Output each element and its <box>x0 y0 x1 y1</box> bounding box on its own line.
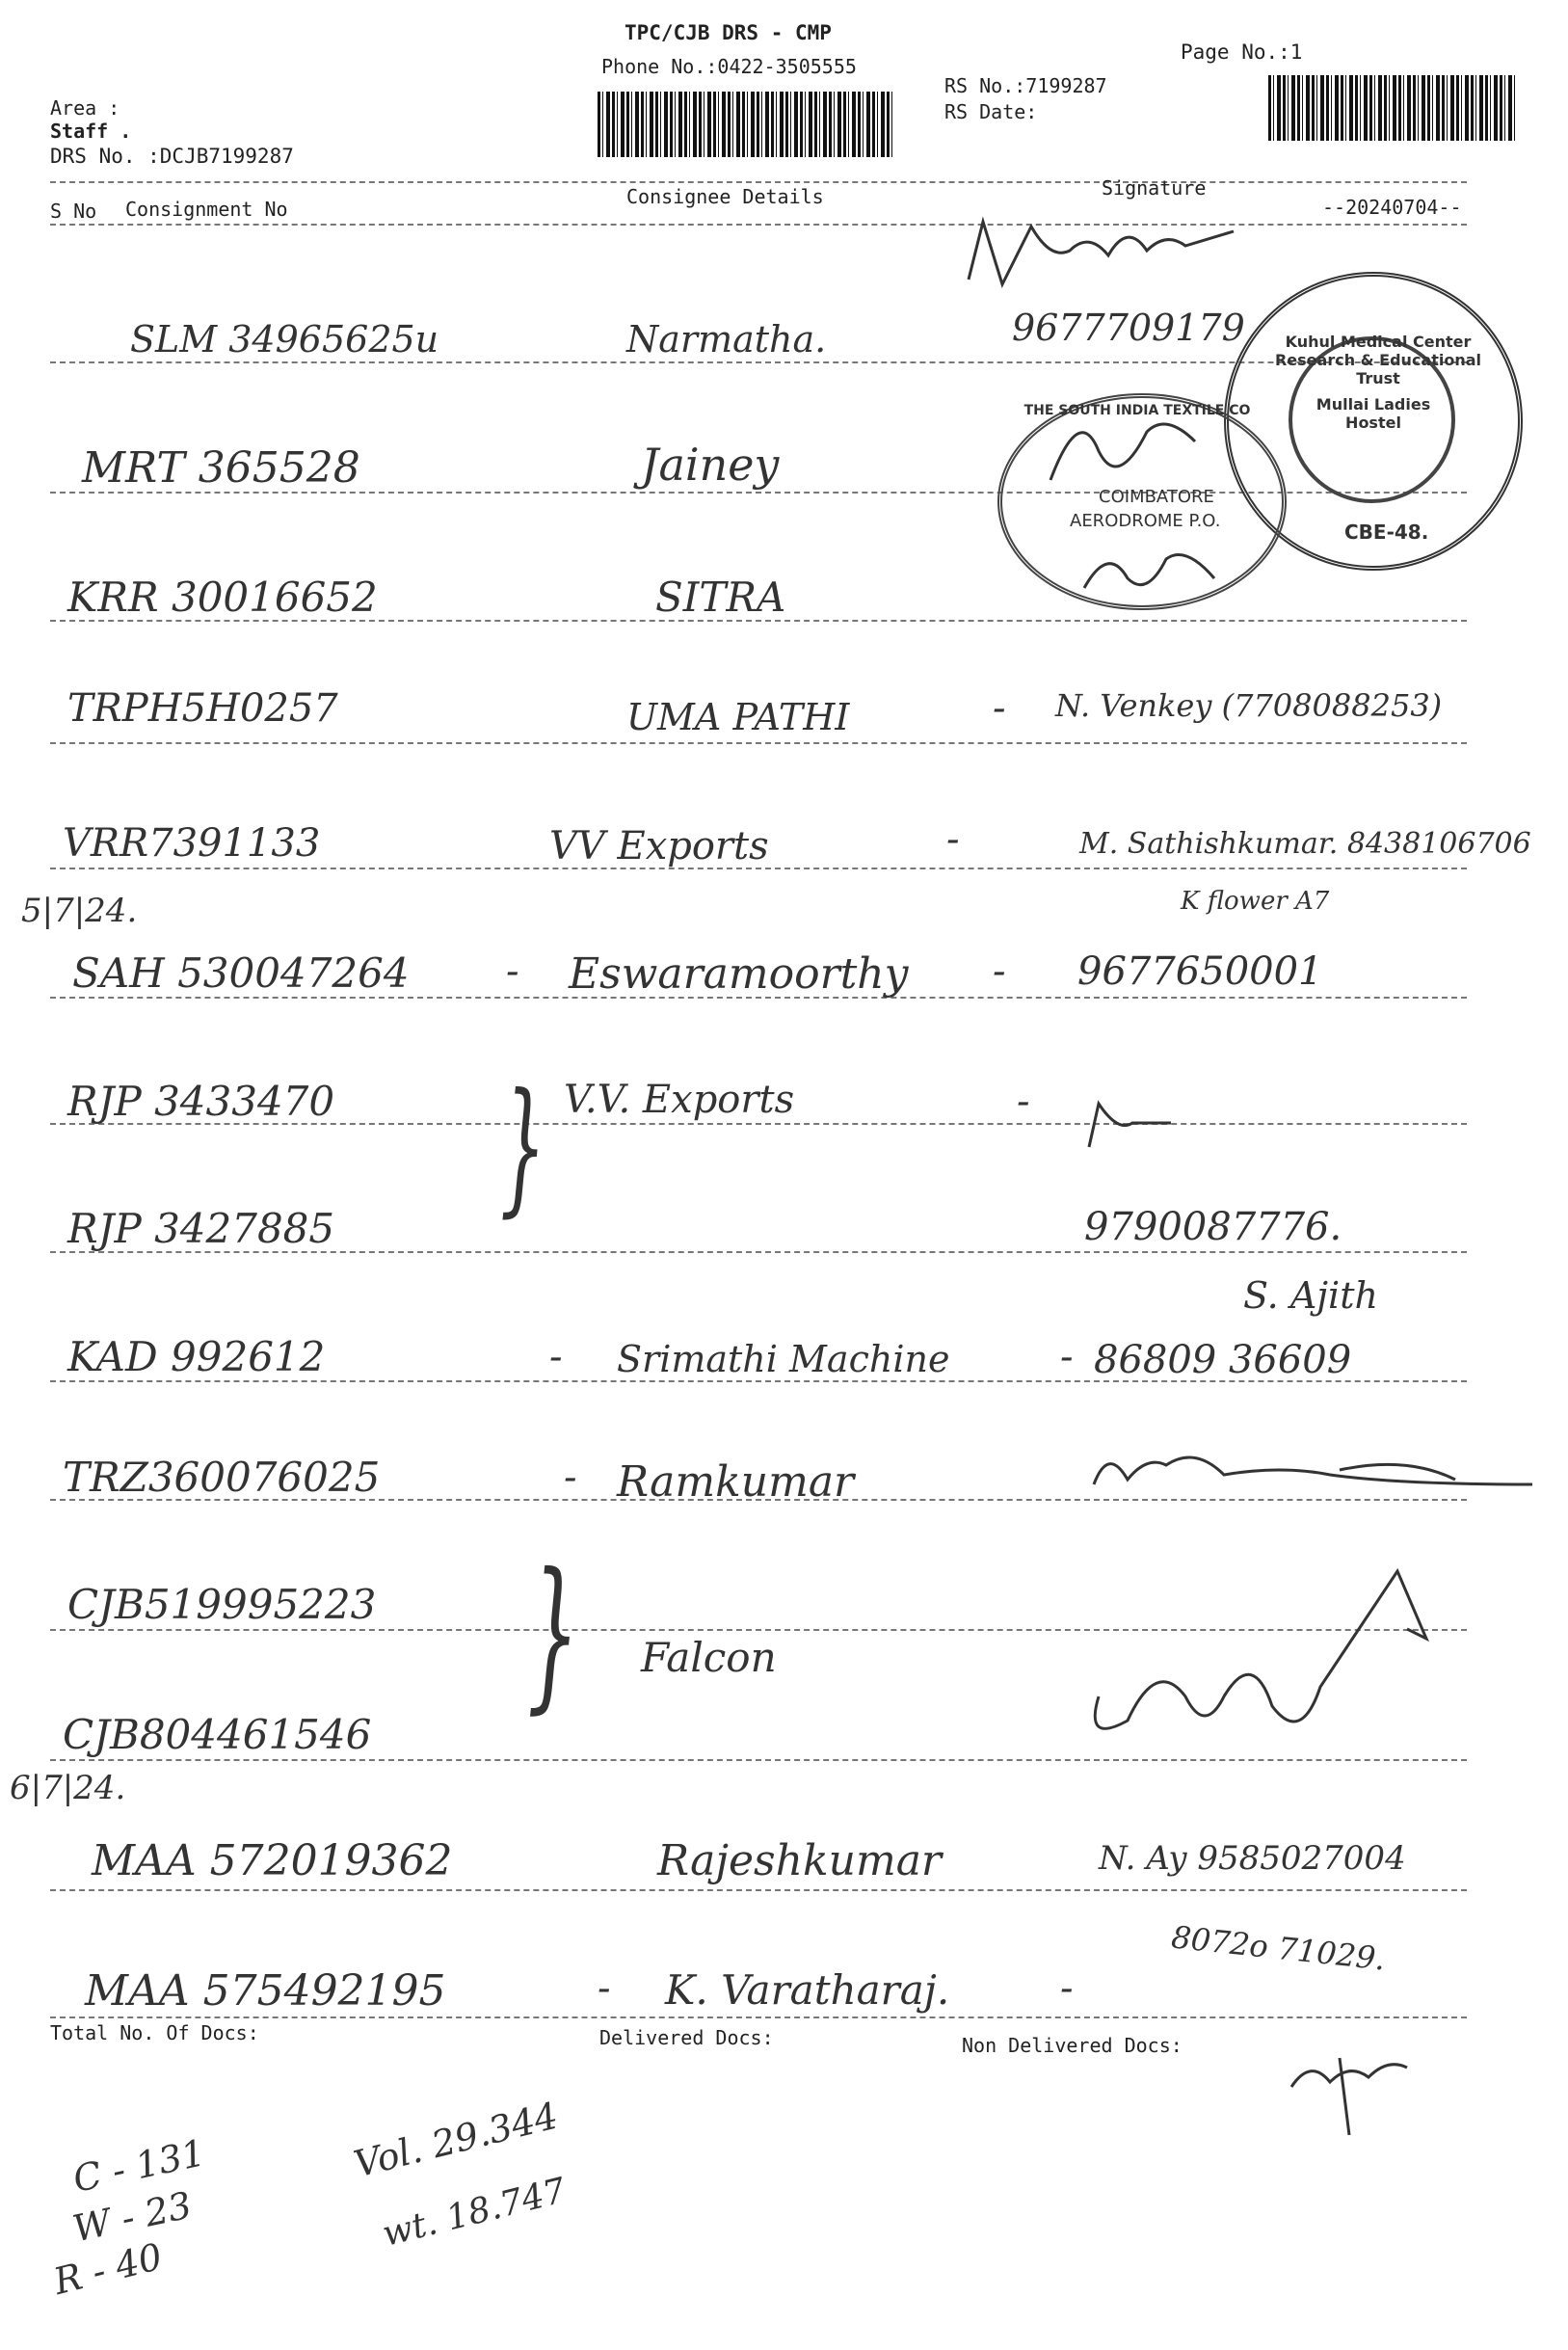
stamp-text: Mullai Ladies Hostel <box>1316 395 1431 432</box>
row-line <box>50 1759 1467 1761</box>
drs-number: DRS No. :DCJB7199287 <box>50 145 294 168</box>
row-line <box>50 1889 1467 1891</box>
footer-delivered-docs: Delivered Docs: <box>599 2026 774 2049</box>
tally-note: W - 23 <box>68 2183 196 2251</box>
consignment-no: SLM 34965625и <box>130 318 439 361</box>
date-code: --20240704-- <box>1322 196 1462 219</box>
receiver-contact: N. Venkey (7708088253) <box>1055 687 1443 724</box>
consignment-no: KAD 992612 <box>67 1333 326 1380</box>
receiver-contact: N. Ay 9585027004 <box>1099 1839 1406 1878</box>
consignee-name: UMA PATHI <box>626 696 850 738</box>
signature-scribble <box>964 202 1272 299</box>
weight-note: wt. 18.747 <box>378 2171 571 2255</box>
stamp-text: THE SOUTH INDIA TEXTILE CO <box>1023 403 1251 418</box>
dash-mark: - <box>1060 1966 1074 2011</box>
consignee-name: Falcon <box>641 1634 777 1681</box>
signature-scribble <box>1282 2039 1417 2145</box>
row-line <box>50 742 1467 744</box>
consignment-no: TRZ360076025 <box>63 1454 381 1501</box>
consignee-name: SITRA <box>655 574 786 621</box>
receiver-contact: 9677709179 <box>1012 307 1245 349</box>
handwritten-note: 8072o 71029. <box>1169 1918 1388 1978</box>
dash-mark: - <box>993 686 1006 731</box>
stamp-text: AERODROME P.O. <box>1070 511 1221 531</box>
header-divider-top <box>50 181 1467 183</box>
row-line <box>50 2016 1467 2018</box>
consignment-no: RJP 3433470 <box>67 1078 335 1125</box>
consignee-name: Ramkumar <box>617 1457 855 1507</box>
consignee-name: Jainey <box>641 439 780 491</box>
dash-mark: - <box>1017 1080 1030 1124</box>
consignee-name: Srimathi Machine <box>617 1338 950 1380</box>
dash-mark: - <box>506 949 519 994</box>
receiver-contact: 9790087776. <box>1084 1205 1342 1249</box>
handwritten-note: K flower A7 <box>1181 887 1330 916</box>
col-header-consignee: Consignee Details <box>626 185 824 208</box>
consignee-name: V.V. Exports <box>564 1078 795 1122</box>
receiver-contact: 86809 36609 <box>1094 1338 1352 1382</box>
staff-label: Staff . <box>50 120 132 143</box>
handwritten-note: S. Ajith <box>1243 1274 1378 1317</box>
page-number: Page No.:1 <box>1181 40 1303 64</box>
document-title: TPC/CJB DRS - CMP <box>625 21 832 44</box>
dash-mark: - <box>1060 1335 1074 1379</box>
brace-mark: } <box>527 1538 580 1729</box>
dash-mark: - <box>564 1455 577 1500</box>
tally-note: C - 131 <box>68 2131 209 2201</box>
rs-number: RS No.:7199287 <box>944 74 1107 97</box>
receiver-contact: M. Sathishkumar. 8438106706 <box>1079 827 1531 861</box>
consignment-no: KRR 30016652 <box>67 574 378 621</box>
col-header-sno: S No <box>50 200 97 223</box>
signature-scribble <box>1089 1427 1542 1509</box>
col-header-signature: Signature <box>1102 176 1207 200</box>
receiver-contact: 9677650001 <box>1077 949 1323 994</box>
footer-total-docs: Total No. Of Docs: <box>50 2021 259 2044</box>
dash-mark: - <box>993 949 1006 994</box>
dash-mark: - <box>946 817 960 862</box>
dash-mark: - <box>549 1335 563 1379</box>
consignee-name: Rajeshkumar <box>657 1836 942 1885</box>
area-label: Area : <box>50 96 120 120</box>
consignment-no: RJP 3427885 <box>67 1205 335 1252</box>
consignment-no: TRPH5H0257 <box>67 686 338 731</box>
col-header-consignment: Consignment No <box>125 198 288 221</box>
volume-note: Vol. 29.344 <box>349 2094 563 2186</box>
rs-date: RS Date: <box>944 100 1038 123</box>
consignment-no: SAH 530047264 <box>72 949 410 997</box>
consignment-no: MRT 365528 <box>82 443 360 493</box>
consignee-name: Narmatha. <box>626 318 827 361</box>
stamp-text: CBE-48. <box>1344 521 1429 544</box>
signature-scribble <box>1079 1094 1185 1152</box>
consignment-no: CJB804461546 <box>63 1711 372 1758</box>
date-note: 5|7|24. <box>21 892 138 930</box>
barcode-drs <box>598 92 894 157</box>
consignee-name: K. Varatharaj. <box>665 1966 950 2014</box>
signature-scribble <box>1079 540 1234 598</box>
stamp-text: Kuhul Medical Center Research & Educational Trust <box>1274 333 1482 387</box>
consignment-no: MAA 572019362 <box>92 1836 453 1885</box>
consignee-name: VV Exports <box>549 824 769 868</box>
footer-non-delivered-docs: Non Delivered Docs: <box>962 2034 1183 2057</box>
barcode-page <box>1268 75 1515 141</box>
consignment-no: VRR7391133 <box>63 821 321 866</box>
signature-scribble <box>1079 1552 1465 1754</box>
phone-number: Phone No.:0422-3505555 <box>601 55 857 78</box>
consignee-name: Eswaramoorthy <box>569 949 909 999</box>
stamp-text: COIMBATORE <box>1099 487 1214 507</box>
brace-mark: } <box>499 1063 546 1231</box>
date-note: 6|7|24. <box>10 1769 126 1807</box>
consignment-no: CJB519995223 <box>67 1581 377 1628</box>
signature-scribble <box>1041 393 1214 499</box>
tally-note: R - 40 <box>49 2234 167 2304</box>
consignment-no: MAA 575492195 <box>85 1966 446 2016</box>
dash-mark: - <box>598 1966 611 2011</box>
